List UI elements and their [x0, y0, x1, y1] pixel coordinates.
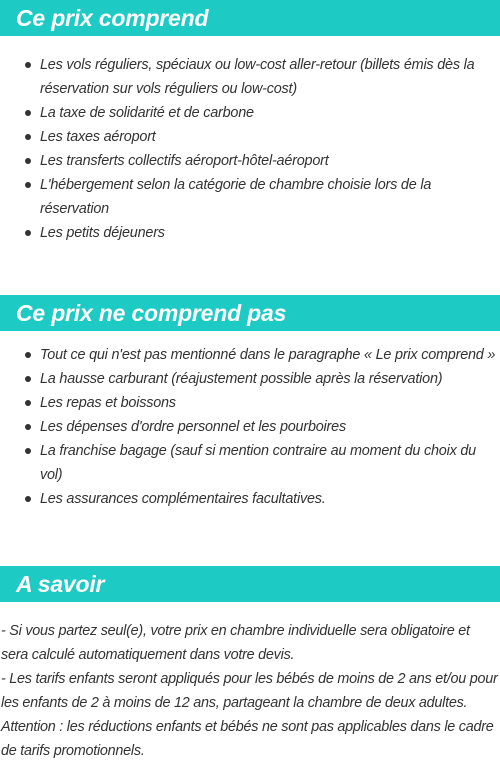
- info-line-single-room: - Si vous partez seul(e), votre prix en chambre individuelle sera obligatoire et sera calculé automatiquement dans votre devis.: [1, 623, 470, 663]
- excluded-section-title: Ce prix ne comprend pas: [0, 295, 500, 331]
- info-line-child-rates: - Les tarifs enfants seront appliqués pour les bébés de moins de 2 ans et/ou pour les enfants de 2 à moins de 12 ans, partageant la chambre de deux adultes.: [1, 671, 498, 711]
- list-item: Les dépenses d'ordre personnel et les pourboires: [0, 415, 500, 439]
- list-item: La hausse carburant (réajustement possible après la réservation): [0, 367, 500, 391]
- info-text: [0, 619, 500, 763]
- info-section: [0, 566, 500, 763]
- list-item: L'hébergement selon la catégorie de chambre choisie lors de la réservation: [0, 173, 500, 221]
- excluded-section: [0, 295, 500, 511]
- list-item: La taxe de solidarité et de carbone: [0, 101, 500, 125]
- list-item: Tout ce qui n'est pas mentionné dans le paragraphe « Le prix comprend »: [0, 343, 500, 367]
- list-item: Les petits déjeuners: [0, 221, 500, 245]
- list-item: Les taxes aéroport: [0, 125, 500, 149]
- list-item: Les assurances complémentaires facultatives.: [0, 487, 500, 511]
- list-item: La franchise bagage (sauf si mention contraire au moment du choix du vol): [0, 439, 500, 487]
- list-item: Les vols réguliers, spéciaux ou low-cost aller-retour (billets émis dès la réservation sur vols réguliers ou low-cost): [0, 53, 500, 101]
- list-item: Les repas et boissons: [0, 391, 500, 415]
- excluded-list: [0, 343, 500, 511]
- included-list: [0, 53, 500, 245]
- info-section-title: A savoir: [0, 566, 500, 602]
- list-item: Les transferts collectifs aéroport-hôtel-aéroport: [0, 149, 500, 173]
- included-section-title: Ce prix comprend: [0, 0, 500, 36]
- included-section: [0, 0, 500, 245]
- info-line-promo-warning: Attention : les réductions enfants et bébés ne sont pas applicables dans le cadre de tarifs promotionnels.: [1, 719, 494, 759]
